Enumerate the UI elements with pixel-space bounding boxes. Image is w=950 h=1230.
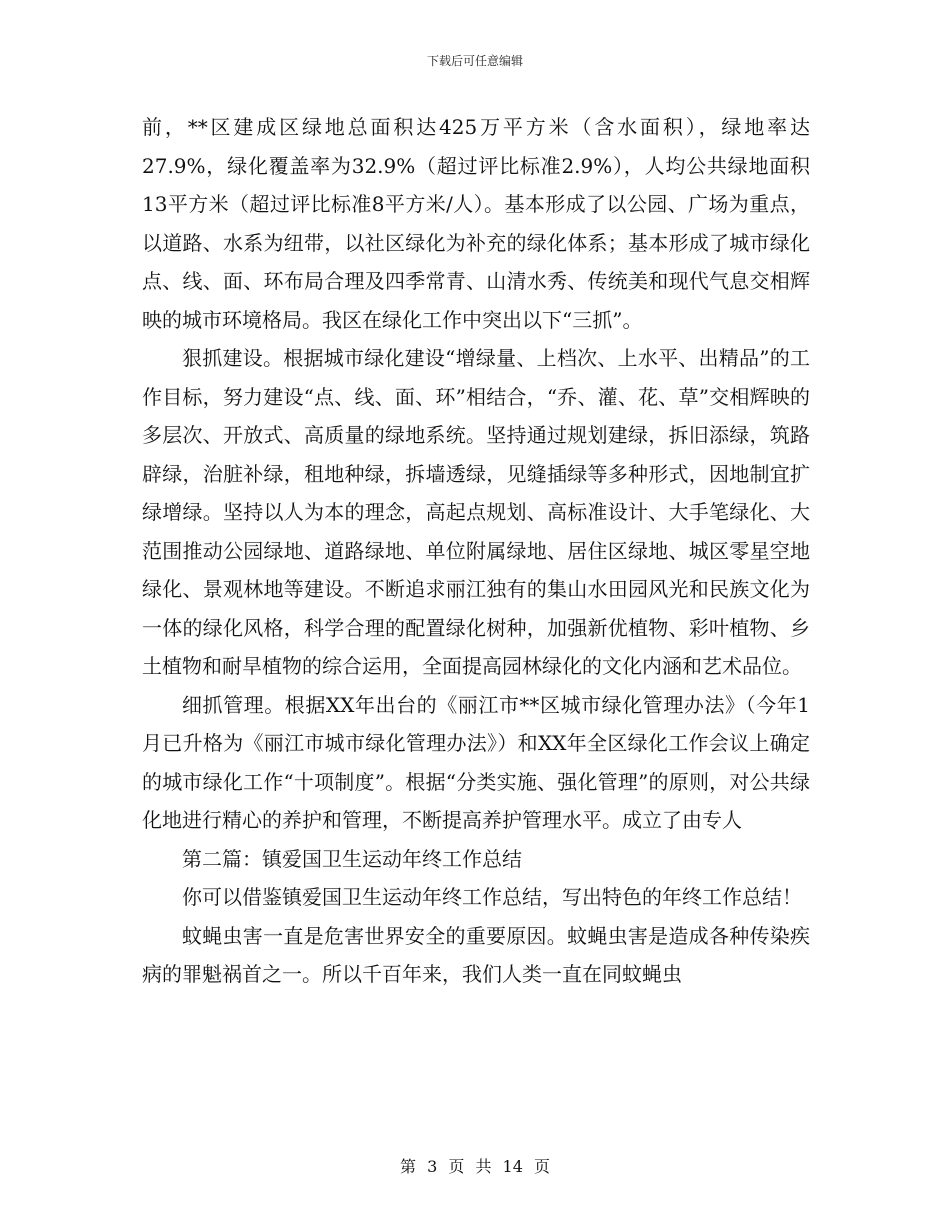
paragraph: 狠抓建设。根据城市绿化建设“增绿量、上档次、上水平、出精品”的工作目标，努力建设“点、线、面、环”相结合，“乔、灌、花、草”交相辉映的多层次、开放式、高质量的绿地系统。坚持通过规划建绿，拆旧添绿，筑路辟绿，治脏补绿，租地种绿，拆墙透绿，见缝插绿等多种形式，因地制宜扩绿增绿。坚持以人为本的理念，高起点规划、高标准设计、大手笔绿化、大范围推动公园绿地、道路绿地、单位附属绿地、居住区绿地、城区零星空地绿化、景观林地等建设。不断追求丽江独有的集山水田园风光和民族文化为一体的绿化风格，科学合理的配置绿化树种，加强新优植物、彩叶植物、乡土植物和耐旱植物的综合运用，全面提高园林绿化的文化内涵和艺术品位。	[142, 346, 810, 678]
page-header: 下载后可任意编辑	[426, 54, 523, 68]
paragraph: 细抓管理。根据XX年出台的《丽江市**区城市绿化管理办法》（今年1月已升格为《丽江市城市绿化管理办法》）和XX年全区绿化工作会议上确定的城市绿化工作“十项制度”。根据“分类实施、强化管理”的原则，对公共绿化地进行精心的养护和管理，不断提高养护管理水平。成立了由专人	[142, 692, 810, 832]
document-body	[142, 108, 810, 994]
paragraph: 前，**区建成区绿地总面积达425万平方米（含水面积），绿地率达27.9%，绿化覆盖率为32.9%（超过评比标准2.9%），人均公共绿地面积13平方米（超过评比标准8平方米/人）。基本形成了以公园、广场为重点，以道路、水系为纽带，以社区绿化为补充的绿化体系；基本形成了城市绿化点、线、面、环布局合理及四季常青、山清水秀、传统美和现代气息交相辉映的城市环境格局。我区在绿化工作中突出以下“三抓”。	[142, 115, 810, 332]
section-heading: 第二篇：镇爱国卫生运动年终工作总结	[182, 846, 522, 871]
page-number: 第 3 页 共 14 页	[400, 1157, 550, 1176]
paragraph: 蚊蝇虫害一直是危害世界安全的重要原因。蚊蝇虫害是造成各种传染疾病的罪魁祸首之一。所以千百年来，我们人类一直在同蚊蝇虫	[142, 923, 810, 986]
paragraph: 你可以借鉴镇爱国卫生运动年终工作总结，写出特色的年终工作总结！	[182, 885, 802, 909]
